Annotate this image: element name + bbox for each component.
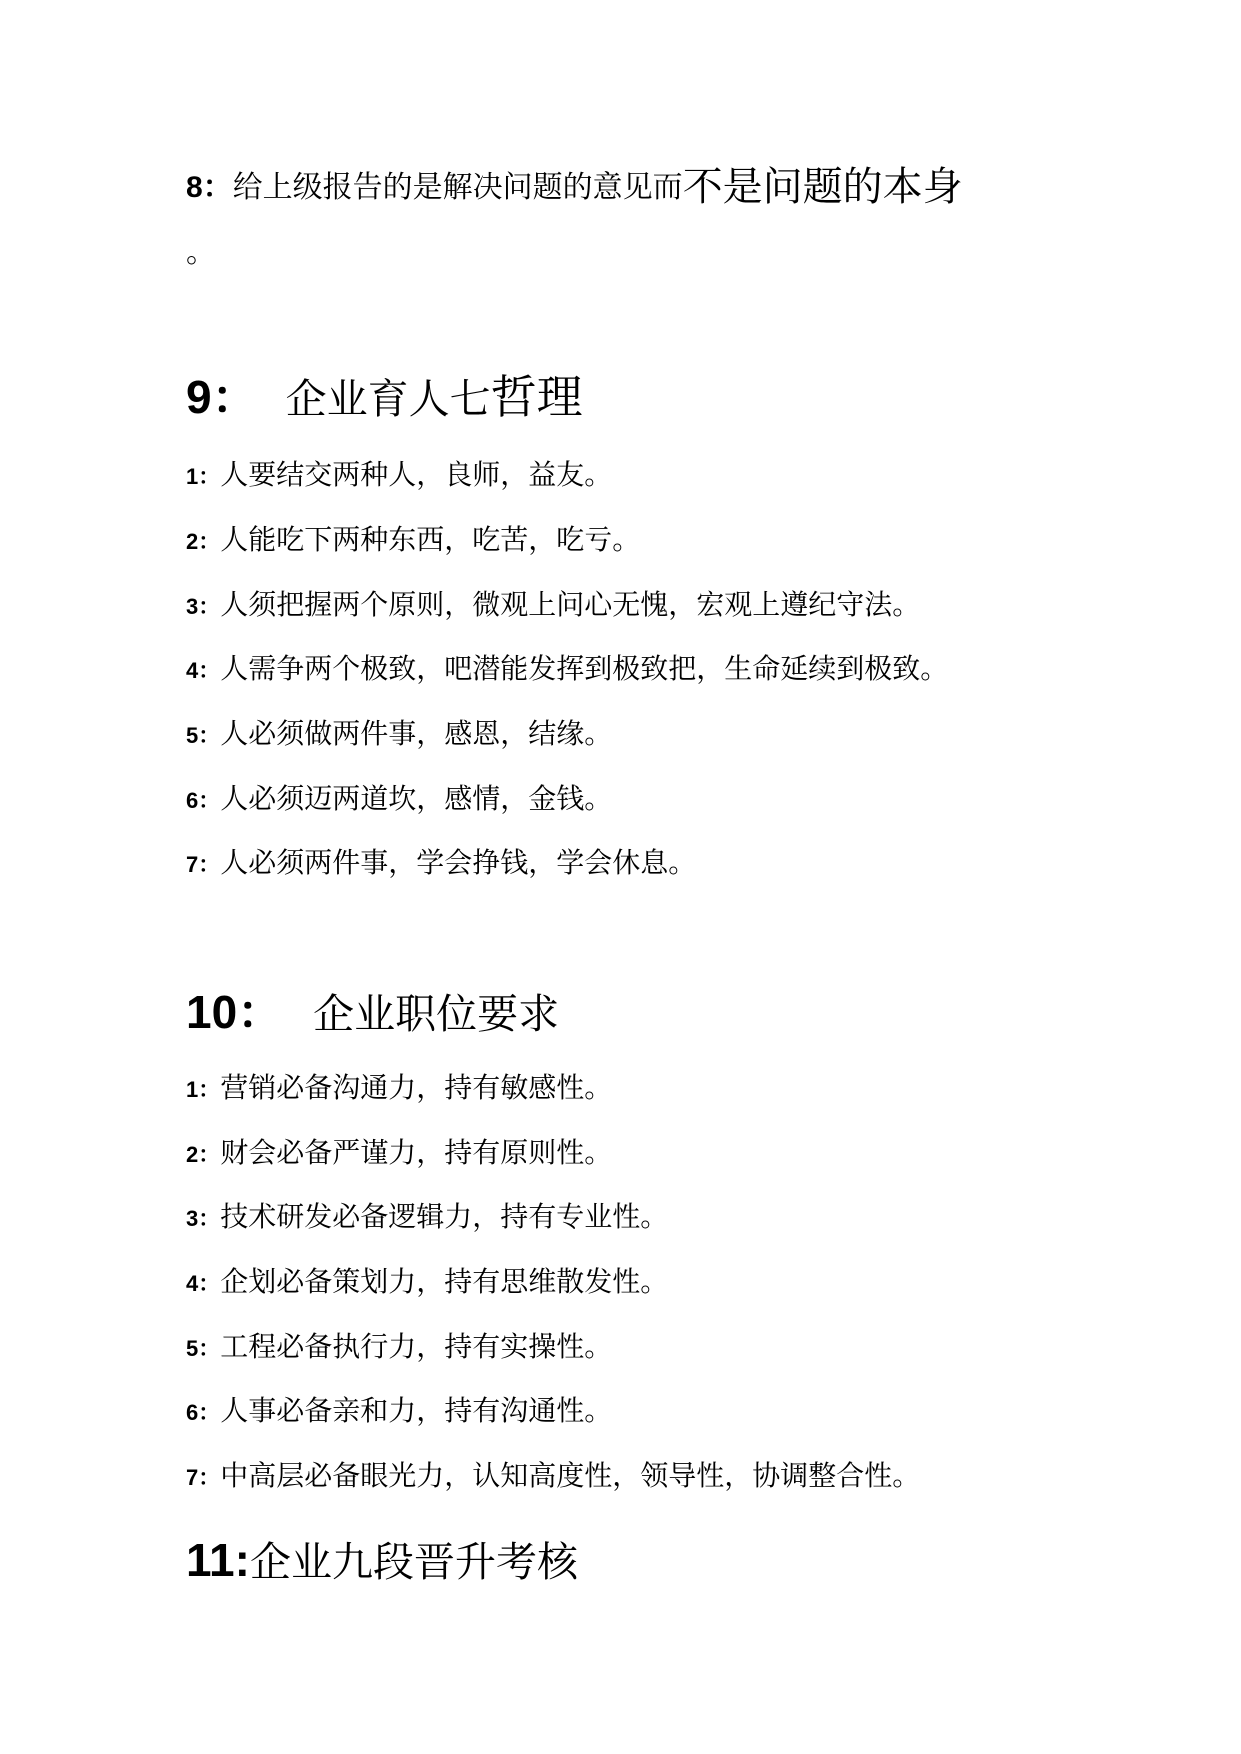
item-number: 2： (186, 529, 221, 554)
section-9-item (186, 782, 613, 815)
item-number: 6： (186, 788, 221, 813)
section-11-heading (186, 1534, 578, 1586)
item-text: 人须把握两个原则，微观上问心无愧，宏观上遵纪守法。 (220, 588, 921, 621)
statement-8 (186, 164, 963, 210)
item-number: 6： (186, 1400, 221, 1425)
item-text: 人需争两个极致，吧潜能发挥到极致把，生命延续到极致。 (220, 652, 949, 685)
item-number: 4： (186, 658, 221, 683)
item-text: 技术研发必备逻辑力，持有专业性。 (220, 1200, 669, 1233)
item-text: 人事必备亲和力，持有沟通性。 (220, 1394, 613, 1427)
section-10-item (186, 1330, 613, 1363)
item-text: 企划必备策划力，持有思维散发性。 (220, 1265, 669, 1298)
statement-8-number: 8： (186, 171, 233, 204)
section-9-item (186, 652, 949, 685)
item-text: 营销必备沟通力，持有敏感性。 (220, 1071, 613, 1104)
section-10-item (186, 1136, 613, 1169)
section-10-title: 企业职位要求 (313, 990, 560, 1038)
item-number: 4： (186, 1271, 221, 1296)
section-11-number: 11: (186, 1534, 250, 1586)
section-9-title: 企业育人七 (285, 375, 491, 423)
item-text: 中高层必备眼光力，认知高度性，领导性，协调整合性。 (220, 1459, 921, 1492)
section-10-item (186, 1265, 669, 1298)
item-text: 人要结交两种人，良师，益友。 (220, 458, 613, 491)
item-number: 3： (186, 594, 221, 619)
section-9-number: 9： (186, 371, 258, 423)
section-10-heading (186, 986, 560, 1038)
item-text: 人必须做两件事，感恩，结缘。 (220, 717, 613, 750)
section-9-title-emphasis: 哲理 (490, 370, 583, 424)
section-9-item (186, 523, 641, 556)
item-number: 1： (186, 464, 221, 489)
item-text: 财会必备严谨力，持有原则性。 (220, 1136, 613, 1169)
section-10-item (186, 1394, 613, 1427)
section-10-item (186, 1459, 921, 1492)
section-10-number: 10： (186, 986, 284, 1038)
item-text: 人能吃下两种东西，吃苦，吃亏。 (220, 523, 641, 556)
statement-8-text-emphasis: 不是问题的本身 (682, 164, 963, 210)
item-number: 5： (186, 723, 221, 748)
item-number: 7： (186, 852, 221, 877)
item-number: 5： (186, 1336, 221, 1361)
section-9-item (186, 717, 613, 750)
section-9-item (186, 846, 697, 879)
item-number: 2： (186, 1142, 221, 1167)
item-text: 工程必备执行力，持有实操性。 (220, 1330, 613, 1363)
section-9-item (186, 588, 921, 621)
section-10-item (186, 1071, 613, 1104)
item-number: 1： (186, 1077, 221, 1102)
item-number: 7： (186, 1465, 221, 1490)
section-11-title: 企业九段晋升考核 (249, 1538, 578, 1586)
statement-8-text: 给上级报告的是解决问题的意见而 (232, 170, 683, 205)
section-9-item (186, 458, 613, 491)
section-10-item (186, 1200, 669, 1233)
statement-8-tail: 。 (186, 235, 216, 270)
section-9-heading (186, 370, 583, 424)
item-number: 3： (186, 1206, 221, 1231)
item-text: 人必须两件事，学会挣钱，学会休息。 (220, 846, 697, 879)
item-text: 人必须迈两道坎，感情，金钱。 (220, 782, 613, 815)
